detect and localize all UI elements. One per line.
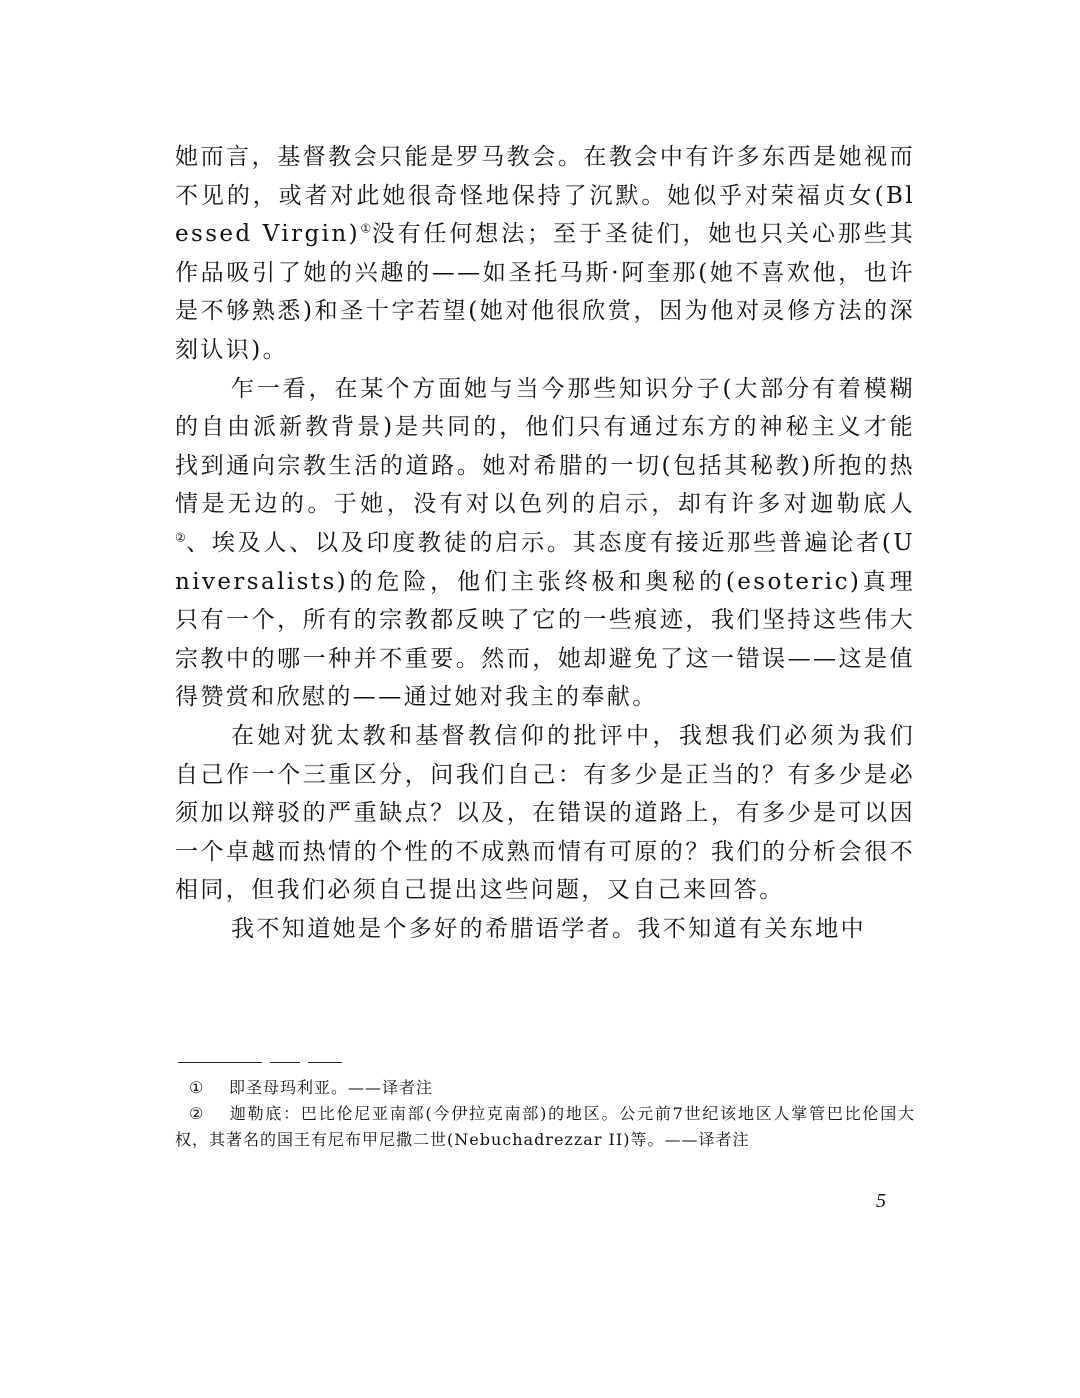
footnote-ref-2: ② xyxy=(175,530,187,545)
main-text xyxy=(175,138,915,948)
footnote-2-marker: ② xyxy=(189,1104,205,1123)
paragraph-2-part-1: 乍一看，在某个方面她与当今那些知识分子(大部分有着模糊的自由派新教背景)是共同的，他们只有通过东方的神秘主义才能找到通向宗教生活的道路。她对希腊的一切(包括其秘教)所抱的热情是无边的。于她，没有对以色列的启示，却有许多对迦勒底人 xyxy=(175,375,915,518)
paragraph-3 xyxy=(175,717,915,910)
paragraph-2-part-2: 、埃及人、以及印度教徒的启示。其态度有接近那些普遍论者(Universalists)的危险，他们主张终极和奥秘的(esoteric)真理只有一个，所有的宗教都反映了它的一些痕迹，我们坚持这些伟大宗教中的哪一种并不重要。然而，她却避免了这一错误——这是值得赞赏和欣慰的——通过她对我主的奉献。 xyxy=(175,529,915,711)
footnote-1-text: 即圣母玛利亚。——译者注 xyxy=(229,1078,434,1097)
paragraph-4 xyxy=(175,910,915,949)
paragraph-4-text: 我不知道她是个多好的希腊语学者。我不知道有关东地中 xyxy=(231,915,866,942)
page-number: 5 xyxy=(876,1190,886,1212)
footnotes xyxy=(175,1075,915,1153)
paragraph-1-part-1: 她而言，基督教会只能是罗马教会。在教会中有许多东西是她视而不见的，或者对此她很奇怪地保持了沉默。她似乎对荣福贞女(Blessed Virgin) xyxy=(175,144,915,248)
footnote-2 xyxy=(175,1101,915,1153)
paragraph-1-part-2: 没有任何想法；至于圣徒们，她也只关心那些其作品吸引了她的兴趣的——如圣托马斯·阿奎那(她不喜欢他，也许是不够熟悉)和圣十字若望(她对他很欣赏，因为他对灵修方法的深刻认识)。 xyxy=(175,221,915,363)
paragraph-3-text: 在她对犹太教和基督教信仰的批评中，我想我们必须为我们自己作一个三重区分，问我们自己：有多少是正当的？有多少是必须加以辩驳的严重缺点？以及，在错误的道路上，有多少是可以因一个卓越而热情的个性的不成熟而情有可原的？我们的分析会很不相同，但我们必须自己提出这些问题，又自己来回答。 xyxy=(175,722,915,904)
paragraph-2 xyxy=(175,370,915,717)
footnote-ref-1: ① xyxy=(359,221,372,236)
paragraph-1 xyxy=(175,138,915,370)
footnote-2-text: 迦勒底：巴比伦尼亚南部(今伊拉克南部)的地区。公元前7世纪该地区人掌管巴比伦国大权，其著名的国王有尼布甲尼撒二世(Nebuchadrezzar II)等。——译者注 xyxy=(175,1104,915,1149)
footnote-1 xyxy=(175,1075,915,1101)
footnote-1-marker: ① xyxy=(189,1078,205,1097)
